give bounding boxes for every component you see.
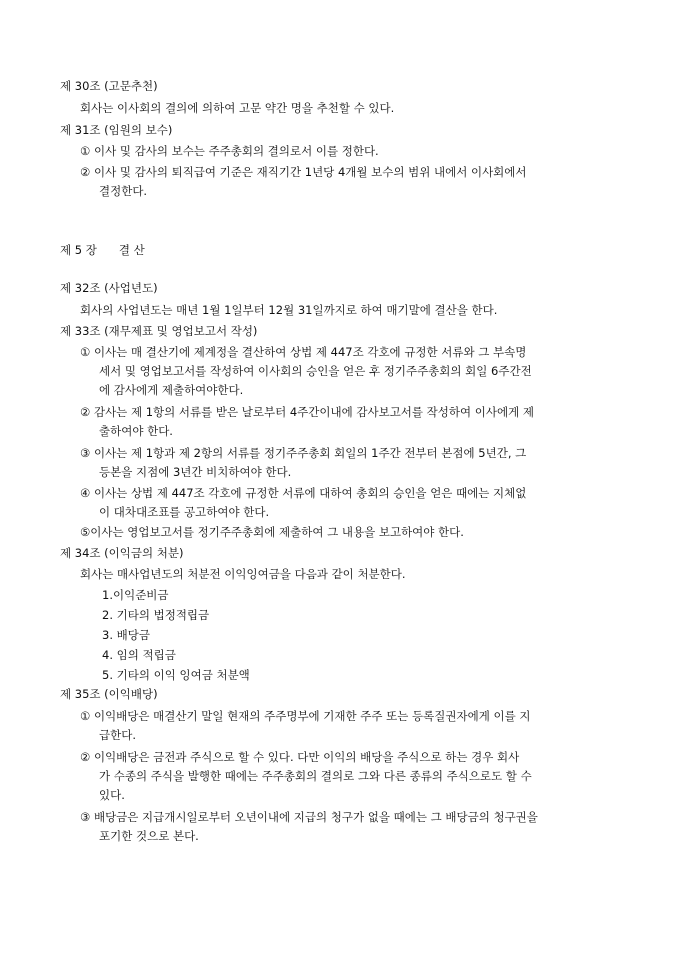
article-30-body: 회사는 이사회의 결의에 의하여 고문 약간 명을 추천할 수 있다. xyxy=(80,101,395,115)
article-34-heading: 제 34조 (이익금의 처분) xyxy=(60,546,184,560)
chapter-number: 제 5 장 xyxy=(60,243,97,257)
article-34-list-item: 4. 임의 적립금 xyxy=(102,648,176,662)
article-33-item-3: ③ 이사는 제 1항과 제 2항의 서류를 정기주주총회 회일의 1주간 전부터 본점에 5년간, 그 xyxy=(80,446,527,460)
article-33-item-3-cont: 등본을 지점에 3년간 비치하여야 한다. xyxy=(99,465,292,479)
article-31-item-1: ① 이사 및 감사의 보수는 주주총회의 결의로서 이를 정한다. xyxy=(80,144,379,158)
article-33-item-4-cont: 이 대차대조표를 공고하여야 한다. xyxy=(99,505,270,519)
article-35-item-2-cont: 있다. xyxy=(99,788,125,802)
article-33-item-2-cont: 출하여야 한다. xyxy=(99,424,173,438)
article-33-heading: 제 33조 (재무제표 및 영업보고서 작성) xyxy=(60,324,258,338)
article-35-item-3: ③ 배당금은 지급개시일로부터 오년이내에 지급의 청구가 없을 때에는 그 배당금의 청구권을 xyxy=(80,810,538,824)
article-35-item-2: ② 이익배당은 금전과 주식으로 할 수 있다. 다만 이익의 배당을 주식으로 하는 경우 회사 xyxy=(80,750,520,764)
article-35-item-1-cont: 급한다. xyxy=(99,728,136,742)
article-34-list-item: 3. 배당금 xyxy=(102,628,150,642)
article-32-heading: 제 32조 (사업년도) xyxy=(60,281,158,295)
article-34-list-item: 2. 기타의 법정적립금 xyxy=(102,608,210,622)
article-31-item-2: ② 이사 및 감사의 퇴직급여 기준은 재직기간 1년당 4개월 보수의 범위 내에서 이사회에서 xyxy=(80,165,527,179)
article-35-item-2-cont: 가 수종의 주식을 발행한 때에는 주주총회의 결의로 그와 다른 종류의 주식으로도 할 수 xyxy=(99,769,532,783)
article-35-item-1: ① 이익배당은 매결산기 말일 현재의 주주명부에 기재한 주주 또는 등록질권자에게 이를 지 xyxy=(80,709,531,723)
article-35-heading: 제 35조 (이익배당) xyxy=(60,687,158,701)
article-32-body: 회사의 사업년도는 매년 1월 1일부터 12월 31일까지로 하여 매기말에 결산을 한다. xyxy=(80,303,498,317)
article-34-list-item: 1.이익준비금 xyxy=(102,588,169,602)
article-33-item-1-cont: 에 감사에게 제출하여야한다. xyxy=(99,383,244,397)
chapter-title: 결 산 xyxy=(118,243,145,257)
article-35-item-3-cont: 포기한 것으로 본다. xyxy=(99,829,199,843)
article-30-heading: 제 30조 (고문추천) xyxy=(60,79,158,93)
article-33-item-2: ② 감사는 제 1항의 서류를 받은 날로부터 4주간이내에 감사보고서를 작성하여 이사에게 제 xyxy=(80,405,534,419)
article-34-list-item: 5. 기타의 이익 잉여금 처분액 xyxy=(102,668,250,682)
article-34-body: 회사는 매사업년도의 처분전 이익잉여금을 다음과 같이 처분한다. xyxy=(80,567,406,581)
article-33-item-1: ① 이사는 매 결산기에 제계정을 결산하여 상법 제 447조 각호에 규정한 서류와 그 부속명 xyxy=(80,345,527,359)
article-31-heading: 제 31조 (임원의 보수) xyxy=(60,123,173,137)
chapter-heading xyxy=(60,242,145,258)
article-33-item-4: ④ 이사는 상법 제 447조 각호에 규정한 서류에 대하여 총회의 승인을 얻은 때에는 지체없 xyxy=(80,486,527,500)
article-31-item-2-cont: 결정한다. xyxy=(99,184,148,198)
article-33-item-5: ⑤이사는 영업보고서를 정기주주총회에 제출하여 그 내용을 보고하여야 한다. xyxy=(80,525,464,539)
article-33-item-1-cont: 세서 및 영업보고서를 작성하여 이사회의 승인을 얻은 후 정기주주총회의 회일 6주간전 xyxy=(99,364,532,378)
